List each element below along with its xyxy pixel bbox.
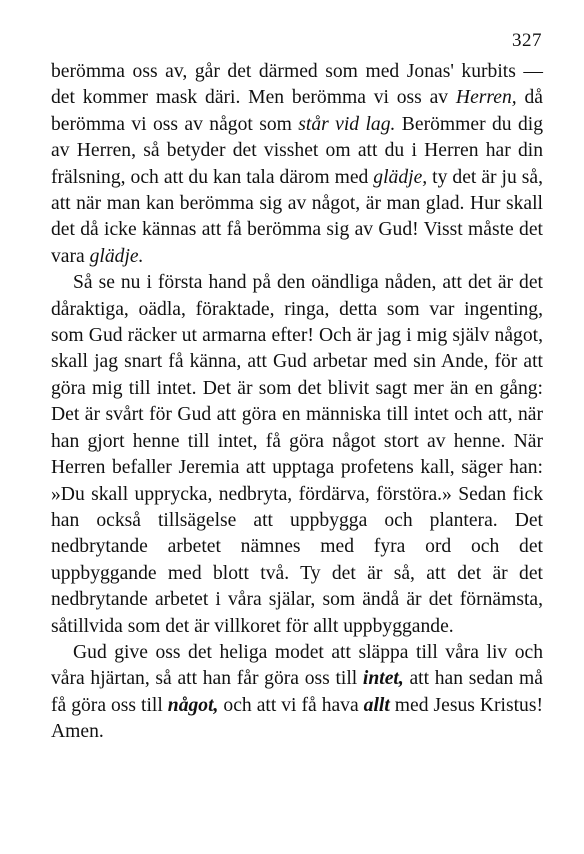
text-run: Gud give oss det heliga modet att släppa till våra liv och våra hjärtan, så att han får göra oss till: [51, 641, 543, 690]
page-number: 327: [512, 30, 542, 51]
paragraph: [51, 59, 543, 270]
paragraph: [51, 640, 543, 746]
text-run: att han sedan må få göra oss till: [51, 668, 543, 716]
emphasized-text: glädje,: [373, 166, 428, 188]
text-run: och att vi få hava: [218, 694, 364, 716]
emphasized-text: något,: [167, 694, 219, 716]
emphasized-text: intet,: [362, 668, 404, 690]
body-text: [51, 59, 543, 746]
text-run: Så se nu i första hand på den oändliga nåden, att det är det dåraktiga, oädla, föraktade, ringa, detta som var ingenting, som Gud räcker ut armarna efter! Och är jag i mig själv något, skall jag snart få känna, att Gud arbetar med sin Ande, för att göra mig till intet. Det är som det blivit sagt mer än en gång: Det är svårt för Gud att göra en människa till intet och att, när han gjort henne till intet, få göra något stort av henne. När Herren befaller Jeremia att upptaga profetens kall, säger han: »Du skall uppryckа, nedbryta, fördärva, förstöra.» Sedan fick han också tillsägelse att uppbygga och plantera. Det nedbrytande arbetet nämnes med fyra ord och det uppbyggande med blott två. Ty det är så, att det är det nedbrytande arbetet i våra själar, som ändå är det förnämsta, såtillvida som det är villkoret för allt uppbyggande.: [51, 272, 543, 637]
text-run: Berömmer du dig av Herren, så betyder det visshet om att du i Herren har din frälsning, och att du kan tala därom med: [51, 113, 543, 188]
emphasized-text: Herren,: [455, 87, 517, 109]
text-run: berömma oss av, går det därmed som med Jonas' kurbits — det kommer mask däri. Men berömma vi oss av: [51, 61, 543, 109]
emphasized-text: glädje.: [89, 245, 144, 267]
text-run: med Jesus Kristus! Amen.: [51, 694, 544, 743]
paragraph: [51, 270, 543, 640]
emphasized-text: står vid lag.: [298, 113, 396, 135]
text-run: ty det är ju så, att när man kan berömma sig av något, är man glad. Hur skall det då icke kännas att få berömma sig av Gud! Visst måste det vara: [51, 166, 543, 267]
text-run: då berömma vi oss av något som: [51, 87, 543, 135]
emphasized-text: allt: [363, 694, 390, 716]
